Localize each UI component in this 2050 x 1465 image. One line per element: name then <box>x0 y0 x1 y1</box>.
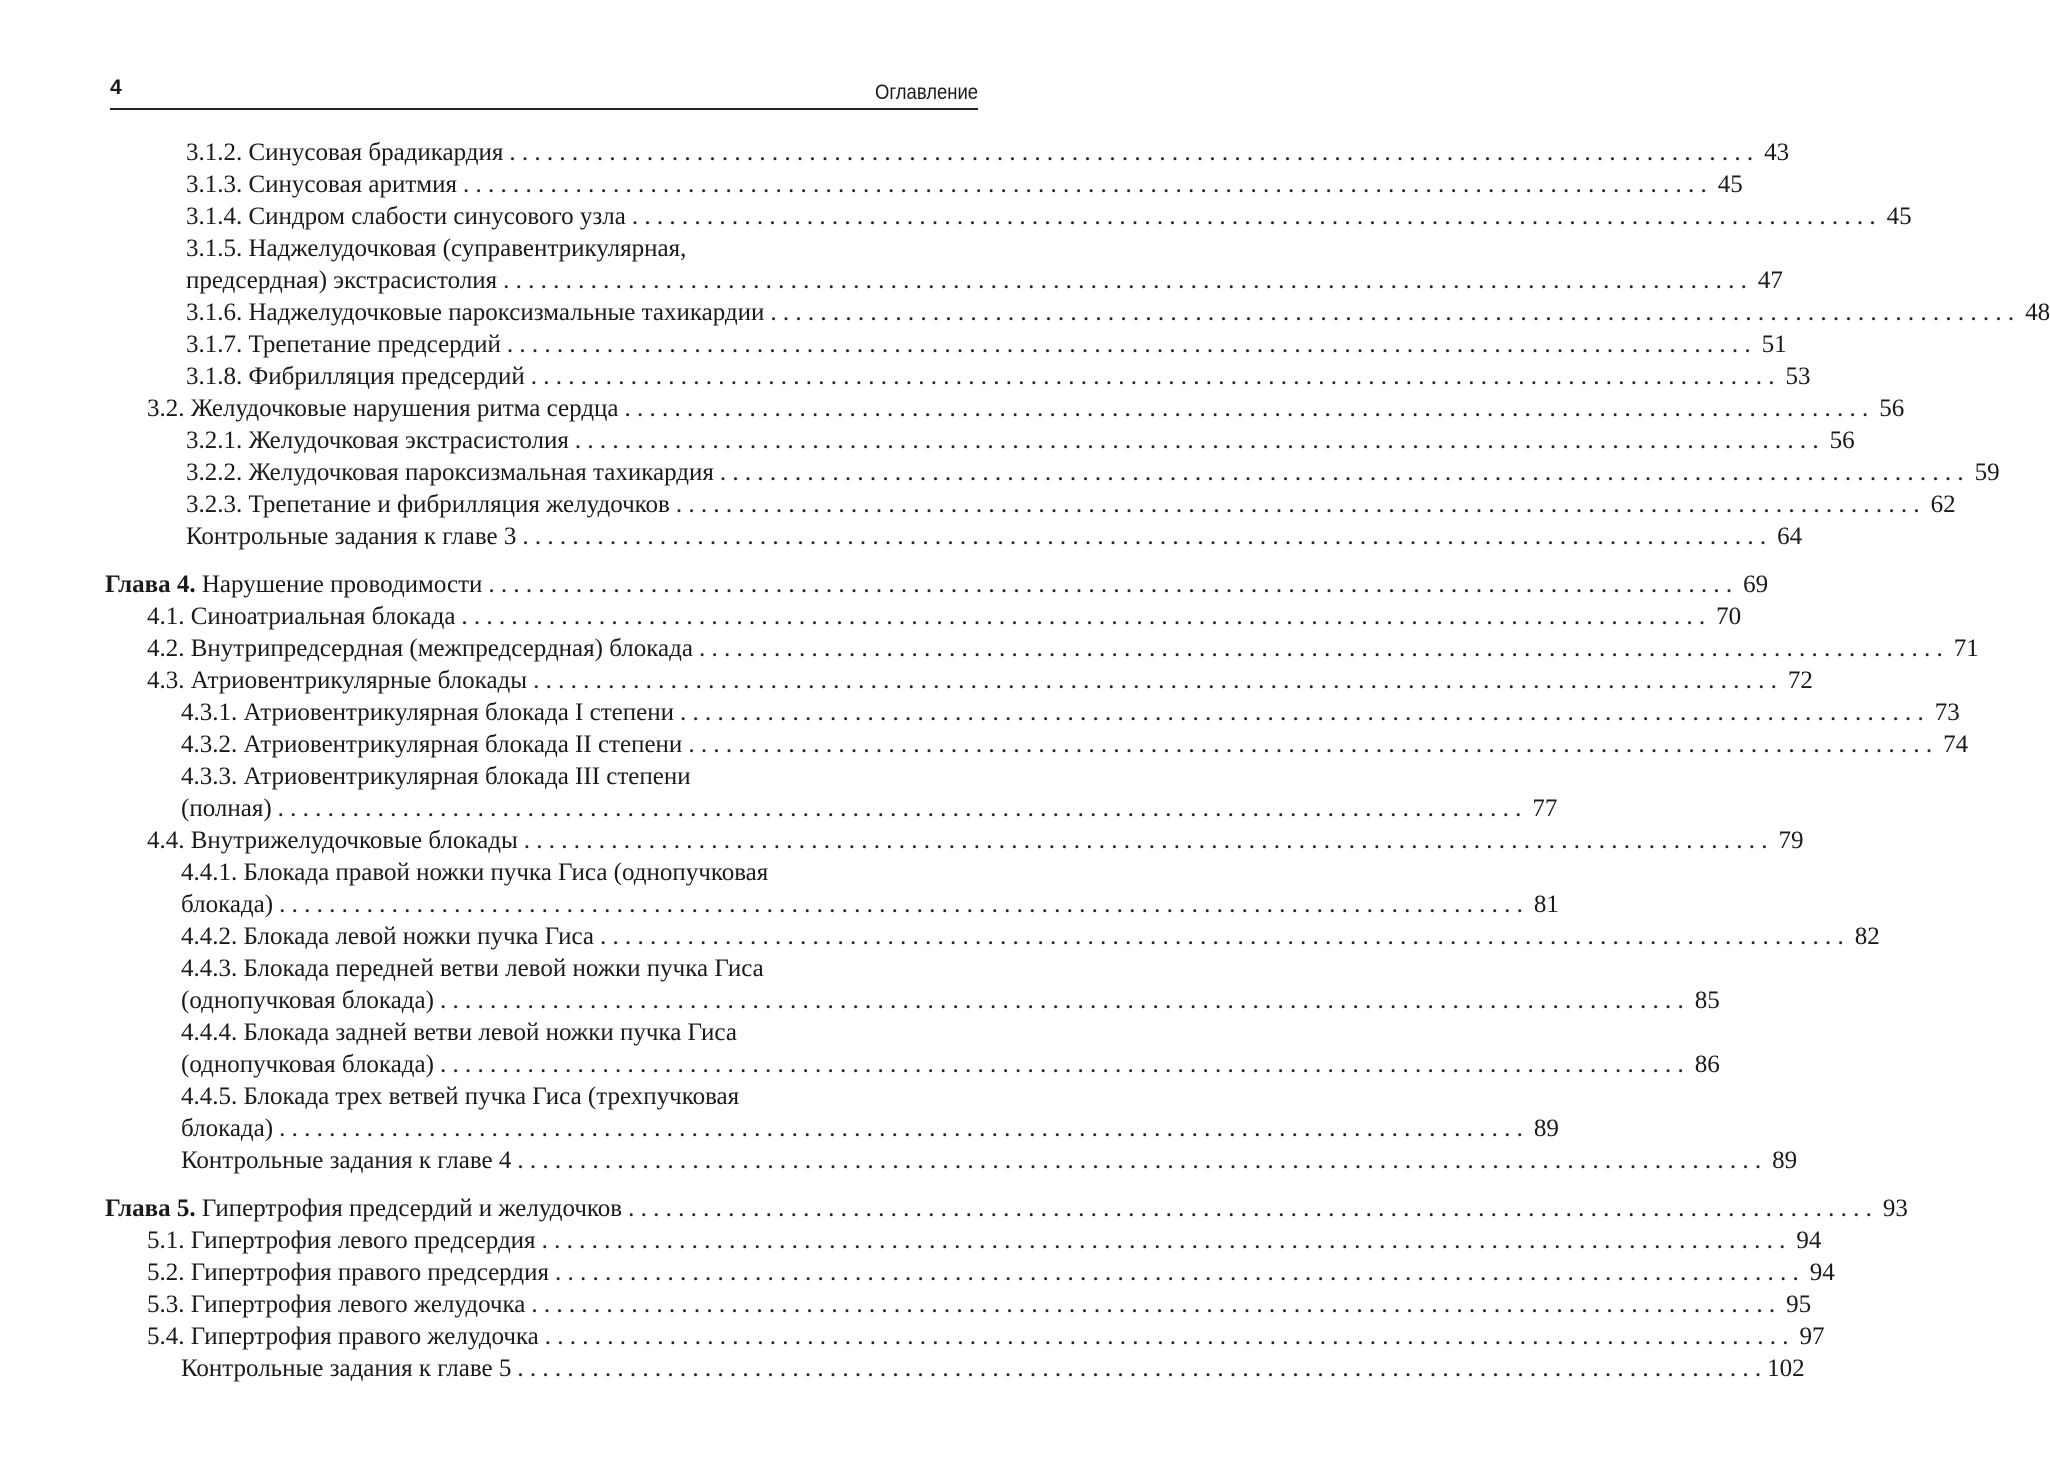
toc-entry-page-number: 56 <box>1879 395 1905 422</box>
toc-entry-page-number: 77 <box>1532 795 1558 822</box>
toc-entry-row <box>186 137 1790 169</box>
toc-entry-title: 5.2. Гипертрофия правого предсердия <box>147 1259 549 1286</box>
toc-chapter-entry <box>0 1193 1908 1225</box>
toc-entry <box>0 1017 1720 1081</box>
toc-entry-title: 4.4.2. Блокада левой ножки пучка Гиса <box>181 923 595 950</box>
toc-entry-page-number: 89 <box>1533 1115 1559 1142</box>
toc-entry-title: 3.2.2. Желудочковая пароксизмальная тахикардия <box>186 459 714 486</box>
toc-entry <box>0 329 1787 361</box>
toc-entry-title-first-line: 4.4.5. Блокада трех ветвей пучка Гиса (трехпучковая <box>181 1083 740 1110</box>
toc-entry-title: 4.3. Атриовентрикулярные блокады <box>147 667 528 694</box>
toc-entry <box>0 233 1783 297</box>
toc-entry-page-number: 45 <box>1717 171 1743 198</box>
page-header <box>110 72 978 110</box>
toc-entry <box>0 393 1905 425</box>
toc-entry-page-number: 94 <box>1809 1259 1835 1286</box>
toc-entry-row <box>147 825 1804 857</box>
toc-entry-page-number: 73 <box>1934 699 1960 726</box>
table-of-contents <box>0 137 2050 1385</box>
dot-leader <box>279 1113 1523 1145</box>
dot-leader <box>625 393 1869 425</box>
toc-entry-title-first-line: 4.3.3. Атриовентрикулярная блокада III степени <box>181 763 691 790</box>
dot-leader <box>278 793 1522 825</box>
toc-entry-title: Глава 4. Нарушение проводимости <box>105 571 483 598</box>
dot-leader <box>575 425 1819 457</box>
toc-entry-row <box>186 329 1787 361</box>
toc-entry-row <box>147 633 1979 665</box>
dot-leader <box>440 985 1684 1017</box>
toc-entry-page-number: 82 <box>1854 923 1880 950</box>
dot-leader <box>440 1049 1684 1081</box>
toc-entry <box>0 169 1743 201</box>
dot-leader <box>509 137 1753 169</box>
toc-entry-title: 4.1. Синоатриальная блокада <box>147 603 456 630</box>
toc-entry <box>0 1353 1805 1385</box>
toc-entry-page-number: 94 <box>1796 1227 1822 1254</box>
toc-entry-title-first-line: 4.4.4. Блокада задней ветви левой ножки пучка Гиса <box>181 1019 737 1046</box>
dot-leader <box>628 1193 1872 1225</box>
toc-entry-row <box>186 265 1783 297</box>
dot-leader <box>524 825 1768 857</box>
toc-entry-row <box>147 393 1905 425</box>
toc-entry-title: (полная) <box>181 795 272 822</box>
dot-leader <box>461 601 1705 633</box>
toc-entry-title: 4.3.1. Атриовентрикулярная блокада I степени <box>181 699 674 726</box>
toc-entry <box>0 1225 1822 1257</box>
toc-entry-row <box>181 985 1720 1017</box>
toc-entry <box>0 457 2000 489</box>
dot-leader <box>632 201 1876 233</box>
toc-entry <box>0 1257 1835 1289</box>
toc-entry <box>0 521 1803 553</box>
toc-entry-row <box>181 889 1559 921</box>
toc-entry <box>0 665 1813 697</box>
toc-entry-title: 3.1.8. Фибрилляция предсердий <box>186 363 525 390</box>
toc-entry-title: 4.4. Внутрижелудочковые блокады <box>147 827 518 854</box>
chapter-label: Глава 4. <box>105 571 196 598</box>
toc-entry-title: 4.2. Внутрипредсердная (межпредсердная) блокада <box>147 635 693 662</box>
dot-leader <box>533 665 1777 697</box>
dot-leader <box>507 329 1751 361</box>
toc-entry-row <box>181 1353 1805 1385</box>
toc-entry-title: блокада) <box>181 1115 274 1142</box>
toc-entry-page-number: 47 <box>1757 267 1783 294</box>
toc-entry-title: 3.2.1. Желудочковая экстрасистолия <box>186 427 569 454</box>
toc-entry <box>0 857 1559 921</box>
toc-entry-row <box>147 1225 1822 1257</box>
toc-entry-page-number: 97 <box>1799 1323 1825 1350</box>
toc-entry-title: (однопучковая блокада) <box>181 987 434 1014</box>
dot-leader <box>531 361 1775 393</box>
toc-entry-row <box>105 1193 1908 1225</box>
toc-entry-row <box>181 1049 1720 1081</box>
toc-entry-row <box>147 601 1742 633</box>
toc-entry-title: Контрольные задания к главе 3 <box>186 523 517 550</box>
toc-entry <box>0 361 1811 393</box>
toc-entry-page-number: 53 <box>1785 363 1811 390</box>
dot-leader <box>503 265 1747 297</box>
toc-entry-title: 3.2.3. Трепетание и фибрилляция желудочков <box>186 491 670 518</box>
toc-entry-row <box>186 457 2000 489</box>
toc-entry-page-number: 56 <box>1829 427 1855 454</box>
dot-leader <box>688 729 1932 761</box>
toc-entry-row <box>105 569 1769 601</box>
dot-leader <box>517 1353 1761 1385</box>
dot-leader <box>699 633 1943 665</box>
toc-entry <box>0 825 1804 857</box>
toc-entry-title-first-line: 4.4.1. Блокада правой ножки пучка Гиса (однопучковая <box>181 859 769 886</box>
toc-entry-title: предсердная) экстрасистолия <box>186 267 498 294</box>
toc-entry-row <box>181 921 1880 953</box>
dot-leader <box>770 297 2014 329</box>
toc-entry-title: (однопучковая блокада) <box>181 1051 434 1078</box>
toc-entry <box>0 921 1880 953</box>
dot-leader <box>600 921 1844 953</box>
dot-leader <box>279 889 1523 921</box>
toc-entry-row <box>186 297 2050 329</box>
toc-entry-page-number: 81 <box>1533 891 1559 918</box>
toc-entry-page-number: 62 <box>1930 491 1956 518</box>
toc-entry-row <box>186 169 1743 201</box>
toc-entry-page-number: 69 <box>1743 571 1769 598</box>
toc-entry-page-number: 70 <box>1716 603 1742 630</box>
dot-leader <box>545 1321 1789 1353</box>
toc-entry-row <box>186 425 1855 457</box>
toc-entry-page-number: 59 <box>1974 459 2000 486</box>
dot-leader <box>676 489 1920 521</box>
toc-entry-page-number: 43 <box>1764 139 1790 166</box>
toc-entry-row <box>181 1113 1559 1145</box>
toc-entry <box>0 761 1558 825</box>
toc-entry-title: 5.3. Гипертрофия левого желудочка <box>147 1291 526 1318</box>
toc-entry <box>0 1321 1825 1353</box>
toc-entry-title: 3.1.4. Синдром слабости синусового узла <box>186 203 626 230</box>
toc-entry-title: Глава 5. Гипертрофия предсердий и желудочков <box>105 1195 623 1222</box>
toc-entry <box>0 201 1912 233</box>
toc-entry-page-number: 64 <box>1777 523 1803 550</box>
toc-entry-title: 3.1.2. Синусовая брадикардия <box>186 139 504 166</box>
dot-leader <box>531 1289 1775 1321</box>
toc-entry-page-number: 51 <box>1761 331 1787 358</box>
toc-entry-page-number: 79 <box>1778 827 1804 854</box>
toc-entry-row <box>186 521 1803 553</box>
toc-entry-title: 5.1. Гипертрофия левого предсердия <box>147 1227 536 1254</box>
toc-entry-title: 3.1.7. Трепетание предсердий <box>186 331 501 358</box>
toc-entry-title-first-line: 4.4.3. Блокада передней ветви левой ножки пучка Гиса <box>181 955 764 982</box>
toc-entry-row <box>147 665 1813 697</box>
toc-entry-title: Контрольные задания к главе 5 <box>181 1355 512 1382</box>
toc-entry <box>0 297 2050 329</box>
dot-leader <box>522 521 1766 553</box>
dot-leader <box>542 1225 1786 1257</box>
toc-entry-page-number: 89 <box>1772 1147 1798 1174</box>
toc-entry-page-number: 93 <box>1882 1195 1908 1222</box>
dot-leader <box>555 1257 1799 1289</box>
toc-entry-title: 4.3.2. Атриовентрикулярная блокада II степени <box>181 731 683 758</box>
toc-entry <box>0 697 1960 729</box>
toc-entry-page-number: 85 <box>1694 987 1720 1014</box>
toc-entry-page-number: 72 <box>1787 667 1813 694</box>
toc-entry-title: блокада) <box>181 891 274 918</box>
toc-entry-row <box>181 793 1558 825</box>
toc-entry-page-number: 71 <box>1953 635 1979 662</box>
toc-entry-page-number: 102 <box>1767 1355 1805 1382</box>
toc-entry-title: Контрольные задания к главе 4 <box>181 1147 512 1174</box>
toc-entry-row <box>181 1145 1798 1177</box>
toc-entry <box>0 953 1720 1017</box>
toc-entry-row <box>186 361 1811 393</box>
toc-entry-row <box>147 1257 1835 1289</box>
toc-entry-page-number: 86 <box>1694 1051 1720 1078</box>
toc-entry-row <box>186 201 1912 233</box>
dot-leader <box>488 569 1732 601</box>
running-title: Оглавление <box>874 81 978 104</box>
toc-entry-row <box>186 489 1956 521</box>
toc-entry <box>0 633 1979 665</box>
toc-entry <box>0 425 1855 457</box>
toc-entry-title: 3.1.3. Синусовая аритмия <box>186 171 457 198</box>
toc-entry-title-first-line: 3.1.5. Наджелудочковая (суправентрикулярная, <box>186 235 687 262</box>
toc-entry <box>0 489 1956 521</box>
dot-leader <box>517 1145 1761 1177</box>
toc-entry-title: 3.1.6. Наджелудочковые пароксизмальные тахикардии <box>186 299 765 326</box>
dot-leader <box>720 457 1964 489</box>
toc-entry <box>0 729 1969 761</box>
toc-entry <box>0 1081 1559 1145</box>
toc-entry-row <box>147 1289 1812 1321</box>
toc-entry-page-number: 48 <box>2025 299 2050 326</box>
toc-entry-title: 5.4. Гипертрофия правого желудочка <box>147 1323 539 1350</box>
toc-entry <box>0 137 1790 169</box>
dot-leader <box>680 697 1924 729</box>
toc-entry <box>0 601 1742 633</box>
toc-entry-row <box>181 729 1969 761</box>
toc-entry-row <box>181 697 1960 729</box>
toc-entry-title: 3.2. Желудочковые нарушения ритма сердца <box>147 395 619 422</box>
toc-entry-page-number: 95 <box>1786 1291 1812 1318</box>
toc-chapter-entry <box>0 569 1769 601</box>
dot-leader <box>463 169 1707 201</box>
toc-entry <box>0 1289 1812 1321</box>
toc-entry <box>0 1145 1798 1177</box>
page-number: 4 <box>110 76 122 99</box>
toc-entry-row <box>147 1321 1825 1353</box>
toc-entry-page-number: 74 <box>1943 731 1969 758</box>
toc-entry-page-number: 45 <box>1886 203 1912 230</box>
chapter-label: Глава 5. <box>105 1195 196 1222</box>
